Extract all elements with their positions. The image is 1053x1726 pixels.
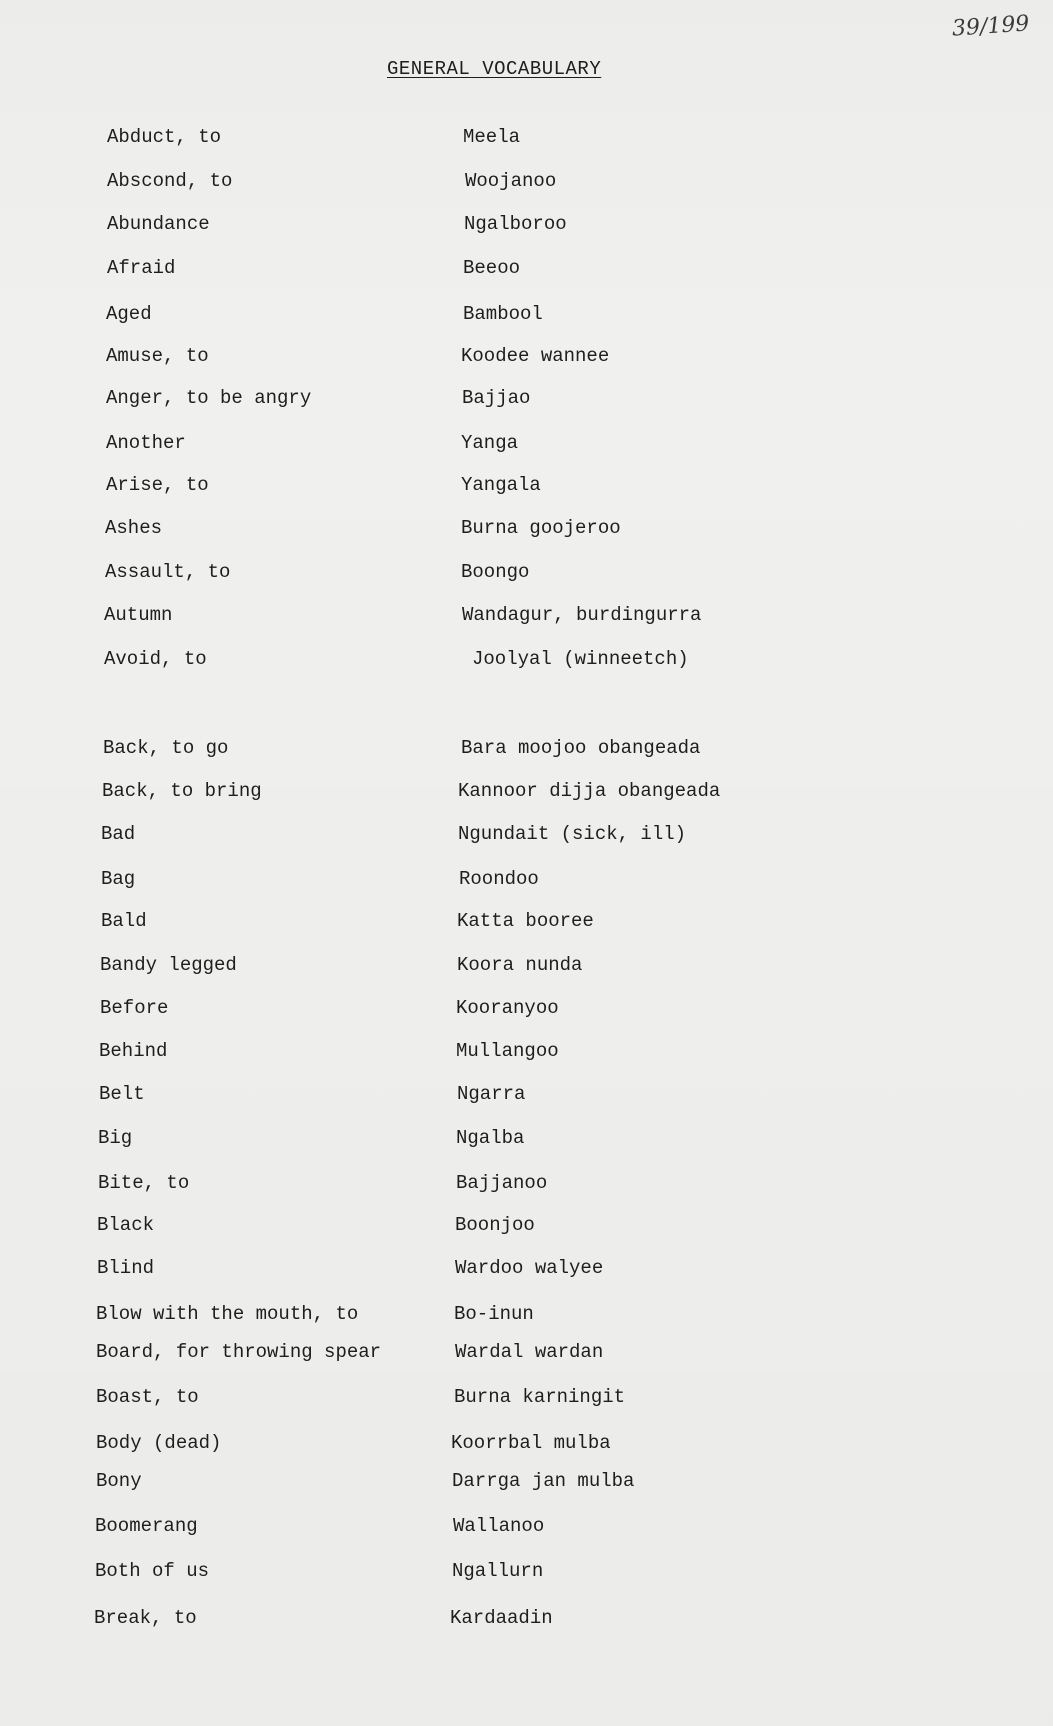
- vocab-term: Bag: [101, 868, 136, 890]
- vocab-term: Bite, to: [98, 1172, 190, 1194]
- page-title: GENERAL VOCABULARY: [387, 58, 602, 80]
- vocab-meaning: Meela: [463, 126, 521, 148]
- vocab-meaning: Bambool: [463, 303, 543, 325]
- vocab-term: Another: [106, 432, 186, 454]
- vocab-term: Aged: [106, 303, 152, 325]
- vocab-term: Back, to bring: [102, 780, 262, 802]
- vocab-row: [94, 1607, 994, 1633]
- vocab-meaning: Burna goojeroo: [461, 517, 621, 539]
- vocab-row: [95, 1515, 995, 1541]
- vocab-term: Blow with the mouth, to: [96, 1303, 359, 1325]
- vocab-term: Body (dead): [96, 1432, 222, 1454]
- vocab-term: Bad: [101, 823, 136, 845]
- vocab-term: Behind: [99, 1040, 168, 1062]
- vocab-term: Abscond, to: [107, 170, 233, 192]
- vocab-meaning: Wardoo walyee: [455, 1257, 604, 1279]
- vocab-row: [98, 1127, 998, 1153]
- vocab-meaning: Kooranyoo: [456, 997, 559, 1019]
- vocab-meaning: Woojanoo: [465, 170, 557, 192]
- vocab-term: Bony: [96, 1470, 142, 1492]
- vocab-row: [105, 561, 1005, 587]
- vocab-row: [107, 213, 1007, 239]
- vocab-row: [99, 1083, 999, 1109]
- vocab-row: [96, 1432, 996, 1458]
- vocab-meaning: Darrga jan mulba: [452, 1470, 635, 1492]
- vocab-term: Back, to go: [103, 737, 229, 759]
- vocab-meaning: Boonjoo: [455, 1214, 535, 1236]
- vocab-row: [104, 604, 1004, 630]
- vocab-meaning: Mullangoo: [456, 1040, 559, 1062]
- vocab-meaning: Koora nunda: [457, 954, 583, 976]
- vocab-meaning: Joolyal (winneetch): [472, 648, 689, 670]
- vocab-meaning: Ngundait (sick, ill): [458, 823, 687, 845]
- vocab-meaning: Koorrbal mulba: [451, 1432, 611, 1454]
- vocab-row: [107, 257, 1007, 283]
- vocab-row: [101, 868, 1001, 894]
- vocab-meaning: Kannoor dijja obangeada: [458, 780, 721, 802]
- vocab-meaning: Wandagur, burdingurra: [462, 604, 702, 626]
- vocab-meaning: Bo-inun: [454, 1303, 534, 1325]
- vocab-row: [101, 910, 1001, 936]
- page-number: 39/199: [951, 11, 1031, 42]
- vocab-row: [96, 1303, 996, 1329]
- vocab-term: Autumn: [104, 604, 173, 626]
- vocab-term: Bandy legged: [100, 954, 237, 976]
- vocab-term: Boomerang: [95, 1515, 198, 1537]
- vocab-term: Abduct, to: [107, 126, 222, 148]
- vocab-row: [102, 780, 1002, 806]
- vocab-meaning: Wallanoo: [453, 1515, 545, 1537]
- vocab-row: [106, 387, 1006, 413]
- vocab-row: [96, 1386, 996, 1412]
- vocab-meaning: Yanga: [461, 432, 519, 454]
- vocab-meaning: Boongo: [461, 561, 530, 583]
- vocab-term: Big: [98, 1127, 133, 1149]
- vocab-row: [104, 648, 1004, 674]
- vocab-meaning: Koodee wannee: [461, 345, 610, 367]
- vocab-meaning: Ngalboroo: [464, 213, 567, 235]
- vocab-term: Arise, to: [106, 474, 209, 496]
- vocab-row: [100, 997, 1000, 1023]
- vocab-row: [97, 1257, 997, 1283]
- vocab-row: [105, 517, 1005, 543]
- vocab-row: [95, 1560, 995, 1586]
- vocab-term: Board, for throwing spear: [96, 1341, 382, 1363]
- vocab-term: Both of us: [95, 1560, 210, 1582]
- vocab-row: [106, 432, 1006, 458]
- vocab-meaning: Katta booree: [457, 910, 594, 932]
- vocab-term: Before: [100, 997, 169, 1019]
- vocab-meaning: Bara moojoo obangeada: [461, 737, 701, 759]
- vocab-row: [98, 1172, 998, 1198]
- vocab-row: [106, 474, 1006, 500]
- vocab-row: [100, 954, 1000, 980]
- vocab-term: Anger, to be angry: [106, 387, 312, 409]
- vocab-term: Blind: [97, 1257, 155, 1279]
- vocab-row: [99, 1040, 999, 1066]
- vocab-meaning: Ngarra: [457, 1083, 526, 1105]
- vocab-meaning: Bajjanoo: [456, 1172, 548, 1194]
- vocab-meaning: Ngalba: [456, 1127, 525, 1149]
- vocab-meaning: Burna karningit: [454, 1386, 626, 1408]
- vocab-term: Abundance: [107, 213, 210, 235]
- vocab-term: Amuse, to: [106, 345, 209, 367]
- vocab-row: [97, 1214, 997, 1240]
- vocab-term: Belt: [99, 1083, 145, 1105]
- vocab-row: [103, 737, 1003, 763]
- vocab-meaning: Roondoo: [459, 868, 539, 890]
- vocab-meaning: Kardaadin: [450, 1607, 553, 1629]
- vocab-term: Ashes: [105, 517, 163, 539]
- vocab-term: Boast, to: [96, 1386, 199, 1408]
- vocab-meaning: Beeoo: [463, 257, 521, 279]
- vocab-meaning: Ngallurn: [452, 1560, 544, 1582]
- vocab-meaning: Yangala: [461, 474, 541, 496]
- vocab-row: [107, 170, 1007, 196]
- vocab-term: Avoid, to: [104, 648, 207, 670]
- vocab-row: [96, 1470, 996, 1496]
- vocab-row: [106, 303, 1006, 329]
- vocab-term: Afraid: [107, 257, 176, 279]
- vocab-term: Break, to: [94, 1607, 197, 1629]
- vocab-row: [106, 345, 1006, 371]
- vocab-meaning: Wardal wardan: [455, 1341, 604, 1363]
- vocab-term: Bald: [101, 910, 147, 932]
- vocab-term: Black: [97, 1214, 155, 1236]
- vocab-row: [96, 1341, 996, 1367]
- vocab-term: Assault, to: [105, 561, 231, 583]
- vocab-meaning: Bajjao: [462, 387, 531, 409]
- vocab-row: [101, 823, 1001, 849]
- vocab-row: [107, 126, 1007, 152]
